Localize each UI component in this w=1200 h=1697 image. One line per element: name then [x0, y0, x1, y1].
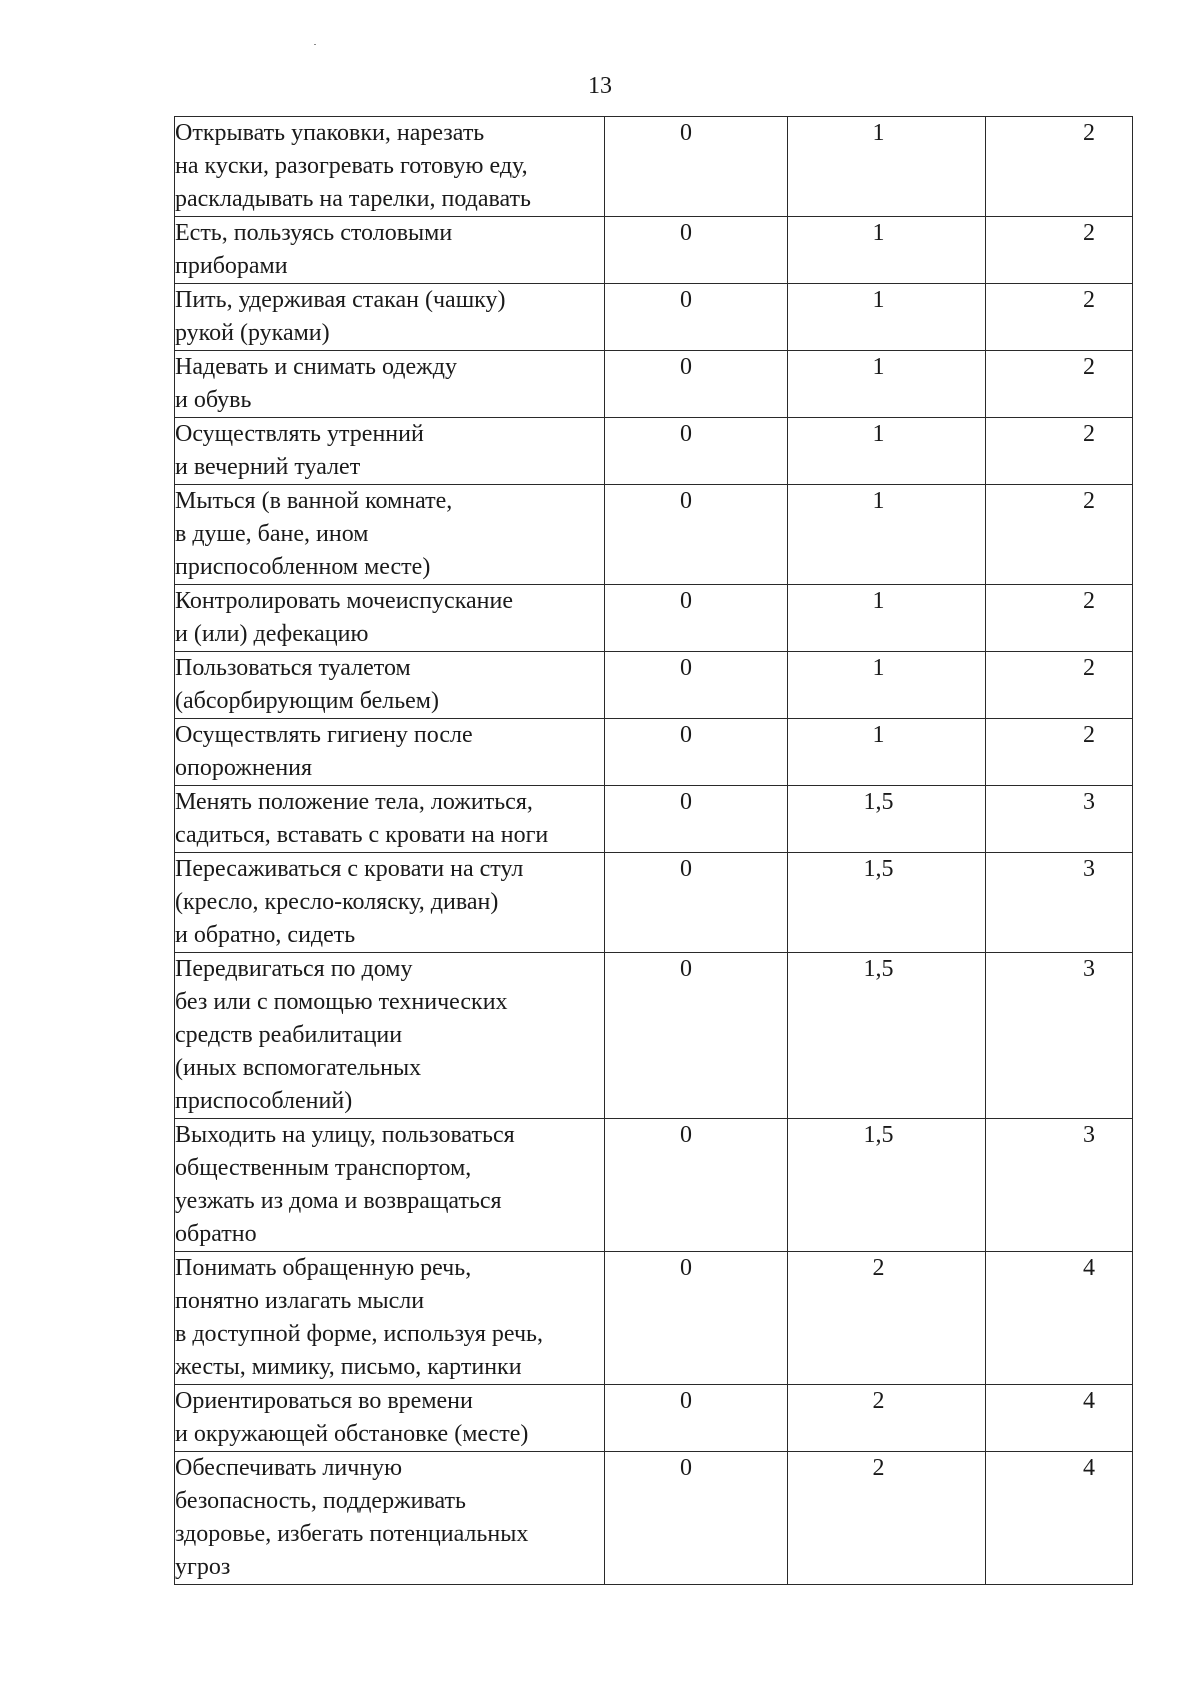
score-cell-s1: 2: [788, 1452, 986, 1585]
table-row: [175, 786, 1133, 853]
score-cell-s2: 2: [986, 117, 1133, 217]
score-cell-s2: 2: [986, 418, 1133, 485]
table-row: [175, 351, 1133, 418]
score-cell-s1: 1: [788, 284, 986, 351]
table-row: [175, 953, 1133, 1119]
score-cell-s1: 2: [788, 1385, 986, 1452]
score-cell-s2: 2: [986, 585, 1133, 652]
score-cell-s1: 1: [788, 719, 986, 786]
score-cell-s0: 0: [605, 1385, 788, 1452]
activity-cell: Осуществлять гигиену после опорожнения: [175, 719, 605, 786]
assessment-table: [174, 116, 1133, 1585]
score-cell-s0: 0: [605, 418, 788, 485]
activity-cell: Пересаживаться с кровати на стул (кресло, кресло-коляску, диван) и обратно, сидеть: [175, 853, 605, 953]
score-cell-s0: 0: [605, 117, 788, 217]
activity-cell: Пить, удерживая стакан (чашку) рукой (руками): [175, 284, 605, 351]
score-cell-s0: 0: [605, 585, 788, 652]
activity-cell: Понимать обращенную речь, понятно излагать мысли в доступной форме, используя речь, жесты, мимику, письмо, картинки: [175, 1252, 605, 1385]
table-row: [175, 418, 1133, 485]
score-cell-s1: 1,5: [788, 953, 986, 1119]
score-cell-s0: 0: [605, 786, 788, 853]
table-row: [175, 1452, 1133, 1585]
score-cell-s2: 2: [986, 485, 1133, 585]
score-cell-s1: 1,5: [788, 786, 986, 853]
score-cell-s0: 0: [605, 217, 788, 284]
score-cell-s0: 0: [605, 1119, 788, 1252]
table-row: [175, 585, 1133, 652]
score-cell-s2: 4: [986, 1385, 1133, 1452]
score-cell-s2: 4: [986, 1252, 1133, 1385]
table-row: [175, 853, 1133, 953]
score-cell-s0: 0: [605, 284, 788, 351]
score-cell-s2: 3: [986, 853, 1133, 953]
score-cell-s2: 3: [986, 786, 1133, 853]
activity-cell: Ориентироваться во времени и окружающей обстановке (месте): [175, 1385, 605, 1452]
score-cell-s0: 0: [605, 485, 788, 585]
score-cell-s2: 2: [986, 351, 1133, 418]
score-cell-s1: 1: [788, 217, 986, 284]
activity-cell: Надевать и снимать одежду и обувь: [175, 351, 605, 418]
activity-cell: Осуществлять утренний и вечерний туалет: [175, 418, 605, 485]
score-cell-s1: 1: [788, 652, 986, 719]
table-row: [175, 284, 1133, 351]
score-cell-s2: 2: [986, 719, 1133, 786]
activity-cell: Обеспечивать личную безопасность, поддерживать здоровье, избегать потенциальных угроз: [175, 1452, 605, 1585]
score-cell-s2: 2: [986, 217, 1133, 284]
score-cell-s0: 0: [605, 953, 788, 1119]
activity-cell: Выходить на улицу, пользоваться общественным транспортом, уезжать из дома и возвращаться обратно: [175, 1119, 605, 1252]
score-cell-s1: 1,5: [788, 853, 986, 953]
score-cell-s2: 4: [986, 1452, 1133, 1585]
score-cell-s0: 0: [605, 652, 788, 719]
table-row: [175, 719, 1133, 786]
score-cell-s1: 1: [788, 585, 986, 652]
score-cell-s0: 0: [605, 1452, 788, 1585]
activity-cell: Контролировать мочеиспускание и (или) дефекацию: [175, 585, 605, 652]
scan-artifact: [314, 44, 316, 45]
table-row: [175, 1385, 1133, 1452]
activity-cell: Пользоваться туалетом (абсорбирующим бельем): [175, 652, 605, 719]
score-cell-s1: 1: [788, 485, 986, 585]
score-cell-s0: 0: [605, 351, 788, 418]
score-cell-s2: 3: [986, 1119, 1133, 1252]
activity-cell: Есть, пользуясь столовыми приборами: [175, 217, 605, 284]
score-cell-s1: 1: [788, 117, 986, 217]
score-cell-s1: 1: [788, 418, 986, 485]
table-row: [175, 485, 1133, 585]
page-number: 13: [588, 73, 612, 99]
score-cell-s2: 2: [986, 284, 1133, 351]
score-cell-s0: 0: [605, 1252, 788, 1385]
score-cell-s2: 3: [986, 953, 1133, 1119]
score-cell-s0: 0: [605, 853, 788, 953]
table-row: [175, 1119, 1133, 1252]
score-cell-s1: 2: [788, 1252, 986, 1385]
activity-cell: Мыться (в ванной комнате, в душе, бане, ином приспособленном месте): [175, 485, 605, 585]
activity-cell: Передвигаться по дому без или с помощью технических средств реабилитации (иных вспомогательных приспособлений): [175, 953, 605, 1119]
table-row: [175, 217, 1133, 284]
score-cell-s1: 1,5: [788, 1119, 986, 1252]
table-row: [175, 117, 1133, 217]
assessment-table-body: [175, 117, 1133, 1585]
activity-cell: Открывать упаковки, нарезать на куски, разогревать готовую еду, раскладывать на тарелки, подавать: [175, 117, 605, 217]
score-cell-s1: 1: [788, 351, 986, 418]
activity-cell: Менять положение тела, ложиться, садиться, вставать с кровати на ноги: [175, 786, 605, 853]
score-cell-s0: 0: [605, 719, 788, 786]
table-row: [175, 652, 1133, 719]
score-cell-s2: 2: [986, 652, 1133, 719]
table-row: [175, 1252, 1133, 1385]
